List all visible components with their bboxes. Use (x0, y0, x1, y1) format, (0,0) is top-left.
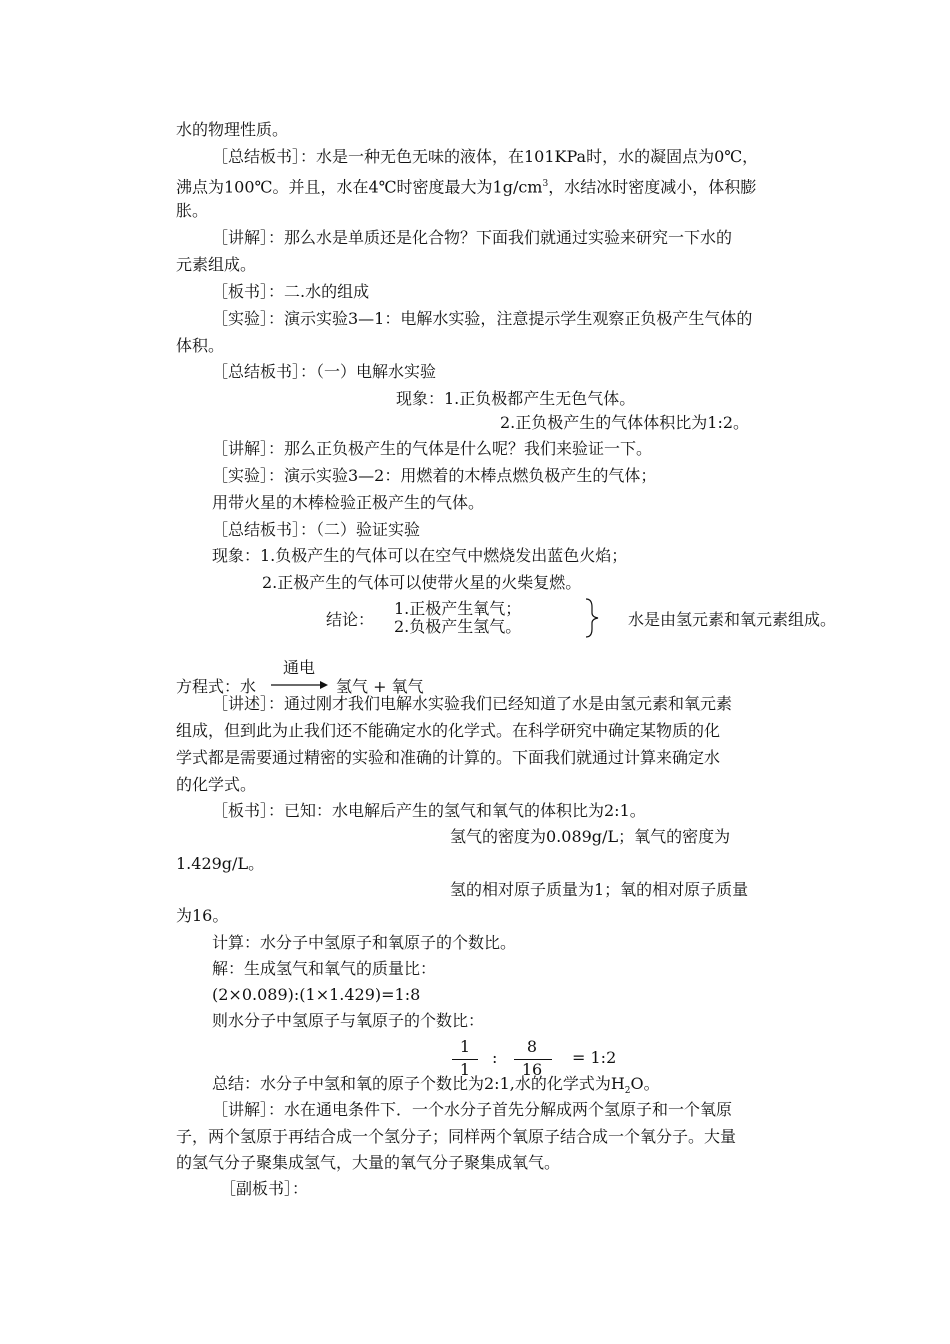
text-line: ［讲解］：那么水是单质还是化合物？下面我们就通过实验来研究一下水的 (212, 228, 733, 247)
text-line: ［实验］：演示实验3—1：电解水实验，注意提示学生观察正负极产生气体的 (212, 309, 753, 328)
text-line: 元素组成。 (176, 255, 257, 274)
text-line: ［总结板书］：（二）验证实验 (212, 520, 421, 539)
text-line: (2×0.089):(1×1.429)=1:8 (212, 985, 421, 1004)
text-line: ［总结板书］：水是一种无色无味的液体，在101KPa时，水的凝固点为0℃， (212, 147, 759, 166)
text-line: 计算：水分子中氢原子和氧原子的个数比。 (212, 933, 517, 952)
fraction-numerator: 8 (526, 1037, 538, 1056)
text-line: 现象：1.负极产生的气体可以在空气中燃烧发出蓝色火焰； (212, 546, 628, 565)
text-line: 2.正极产生的气体可以使带火星的火柴复燃。 (262, 573, 582, 592)
text-line: 子，两个氢原于再结合成一个氢分子；同样两个氧原子结合成一个氧分子。大量 (176, 1127, 737, 1146)
right-brace-icon (582, 597, 602, 639)
text-line: 现象：1.正负极都产生无色气体。 (396, 389, 636, 408)
text-line: 解：生成氢气和氧气的质量比： (212, 959, 437, 978)
text-line: ［副板书］： (220, 1179, 309, 1198)
text-line: 沸点为100℃。并且，水在4℃时密度最大为$1g/cm^3$，水结冰时密度减小，体积膨 (176, 177, 757, 197)
equation-products: 氢气 + 氧气 (336, 677, 424, 696)
fraction-numerator: 1 (459, 1037, 471, 1056)
reaction-arrow-icon (270, 679, 330, 691)
text-line: 2.正负极产生的气体体积比为1:2。 (500, 413, 750, 432)
fraction-denominator: 1 (459, 1060, 471, 1079)
text-line: 的化学式。 (176, 775, 257, 794)
conclusion-result: 水是由氢元素和氧元素组成。 (628, 610, 837, 629)
conclusion-item: 1.正极产生氧气； (394, 599, 522, 618)
text-line: ［讲述］：通过刚才我们电解水实验我们已经知道了水是由氢元素和氧元素 (212, 694, 733, 713)
text-line: 组成，但到此为止我们还不能确定水的化学式。在科学研究中确定某物质的化 (176, 721, 721, 740)
ratio-colon: : (492, 1048, 498, 1067)
text-line: ［板书］：二.水的组成 (212, 282, 370, 301)
text-line: 的氢气分子聚集成氢气，大量的氧气分子聚集成氧气。 (176, 1153, 561, 1172)
text-line: 为16。 (176, 906, 229, 925)
ratio-result: = 1:2 (572, 1048, 617, 1067)
subscript: 2 (624, 1086, 631, 1097)
text-line: 水的物理性质。 (176, 120, 289, 139)
text-line: 则水分子中氢原子与氧原子的个数比： (212, 1011, 485, 1030)
text-line: ［讲解］：那么正负极产生的气体是什么呢？我们来验证一下。 (212, 439, 653, 458)
equation-label: 方程式：水 (176, 677, 257, 696)
text-line: 氢的相对原子质量为1；氧的相对原子质量 (450, 880, 749, 899)
equation-condition: 通电 (283, 658, 316, 677)
text-line: 氢气的密度为0.089g/L；氧气的密度为 (450, 827, 731, 846)
text-line: ［讲解］：水在通电条件下．一个水分子首先分解成两个氢原子和一个氧原 (212, 1100, 733, 1119)
text-line: 1.429g/L。 (176, 854, 265, 873)
text-line: 用带火星的木棒检验正极产生的气体。 (212, 493, 485, 512)
text-line: ［总结板书］：（一）电解水实验 (212, 362, 437, 381)
conclusion-item: 2.负极产生氢气。 (394, 617, 522, 636)
superscript: 3 (542, 179, 549, 189)
fraction-denominator: 16 (521, 1060, 543, 1079)
text-line: 体积。 (176, 336, 225, 355)
text-line: 学式都是需要通过精密的实验和准确的计算的。下面我们就通过计算来确定水 (176, 748, 721, 767)
text-line: 胀。 (176, 201, 209, 220)
text-line: 总结：水分子中氢和氧的原子个数比为2:1,水的化学式为$H_2O$。 (212, 1074, 660, 1097)
text-line: ［实验］：演示实验3—2：用燃着的木棒点燃负极产生的气体； (212, 466, 657, 485)
text-line: ［板书］：已知：水电解后产生的氢气和氧气的体积比为2:1。 (212, 801, 646, 820)
conclusion-label: 结论： (326, 610, 375, 629)
